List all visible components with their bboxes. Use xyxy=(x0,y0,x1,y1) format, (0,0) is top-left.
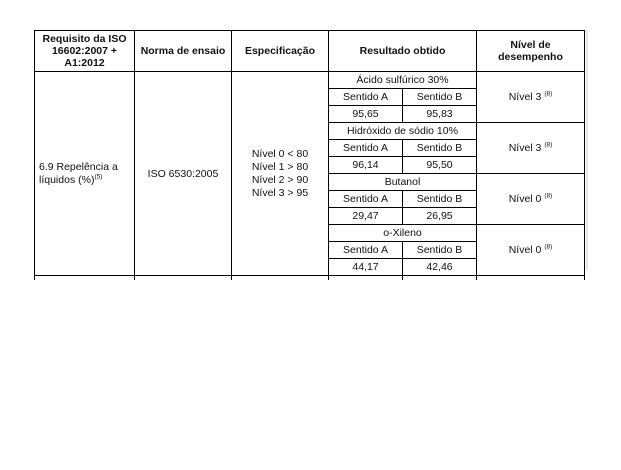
requirements-table xyxy=(34,30,585,280)
level-footnote: (8) xyxy=(544,90,553,98)
level-cell xyxy=(477,174,585,225)
level-text: Nível 0 xyxy=(508,193,542,205)
level-text: Nível 0 xyxy=(508,244,542,256)
direction-b-label: Sentido B xyxy=(403,242,477,259)
header-norma: Norma de ensaio xyxy=(135,31,232,72)
header-especificacao: Especificação xyxy=(232,31,329,72)
direction-a-label: Sentido A xyxy=(329,191,403,208)
spec-line: Nível 1 > 80 xyxy=(251,160,309,173)
requirement-footnote: (5) xyxy=(94,173,103,180)
level-text: Nível 3 xyxy=(508,91,542,103)
value-a: 95,65 xyxy=(329,106,403,123)
norma-cell: ISO 6530:2005 xyxy=(135,72,232,276)
requirement-cell xyxy=(35,72,135,276)
chemical-name: o-Xileno xyxy=(329,225,477,242)
spec-line: Nível 3 > 95 xyxy=(251,186,309,199)
spec-cell xyxy=(232,72,329,276)
value-b: 95,50 xyxy=(403,157,477,174)
value-a: 44,17 xyxy=(329,259,403,276)
page-edge-line xyxy=(586,30,588,270)
direction-a-label: Sentido A xyxy=(329,242,403,259)
direction-b-label: Sentido B xyxy=(403,191,477,208)
table-row xyxy=(35,72,585,89)
value-b: 42,46 xyxy=(403,259,477,276)
level-footnote: (8) xyxy=(544,141,553,149)
spec-line: Nível 2 > 90 xyxy=(251,173,309,186)
header-row xyxy=(35,31,585,72)
direction-b-label: Sentido B xyxy=(403,140,477,157)
chemical-name: Butanol xyxy=(329,174,477,191)
header-nivel: Nível de desempenho xyxy=(477,31,585,72)
level-cell xyxy=(477,72,585,123)
chemical-name: Hidróxido de sódio 10% xyxy=(329,123,477,140)
requirement-text: 6.9 Repelência a líquidos (%) xyxy=(39,160,118,186)
level-footnote: (8) xyxy=(544,243,553,251)
level-footnote: (8) xyxy=(544,192,553,200)
direction-b-label: Sentido B xyxy=(403,89,477,106)
level-text: Nível 3 xyxy=(508,142,542,154)
header-resultado: Resultado obtido xyxy=(329,31,477,72)
header-requisito: Requisito da ISO 16602:2007 + A1:2012 xyxy=(35,31,135,72)
direction-a-label: Sentido A xyxy=(329,140,403,157)
value-a: 29,47 xyxy=(329,208,403,225)
chemical-name: Ácido sulfúrico 30% xyxy=(329,72,477,89)
value-b: 95,83 xyxy=(403,106,477,123)
level-cell xyxy=(477,123,585,174)
level-cell xyxy=(477,225,585,276)
table-bottom-edge xyxy=(35,276,585,281)
value-a: 96,14 xyxy=(329,157,403,174)
spec-line: Nível 0 < 80 xyxy=(251,147,309,160)
value-b: 26,95 xyxy=(403,208,477,225)
direction-a-label: Sentido A xyxy=(329,89,403,106)
